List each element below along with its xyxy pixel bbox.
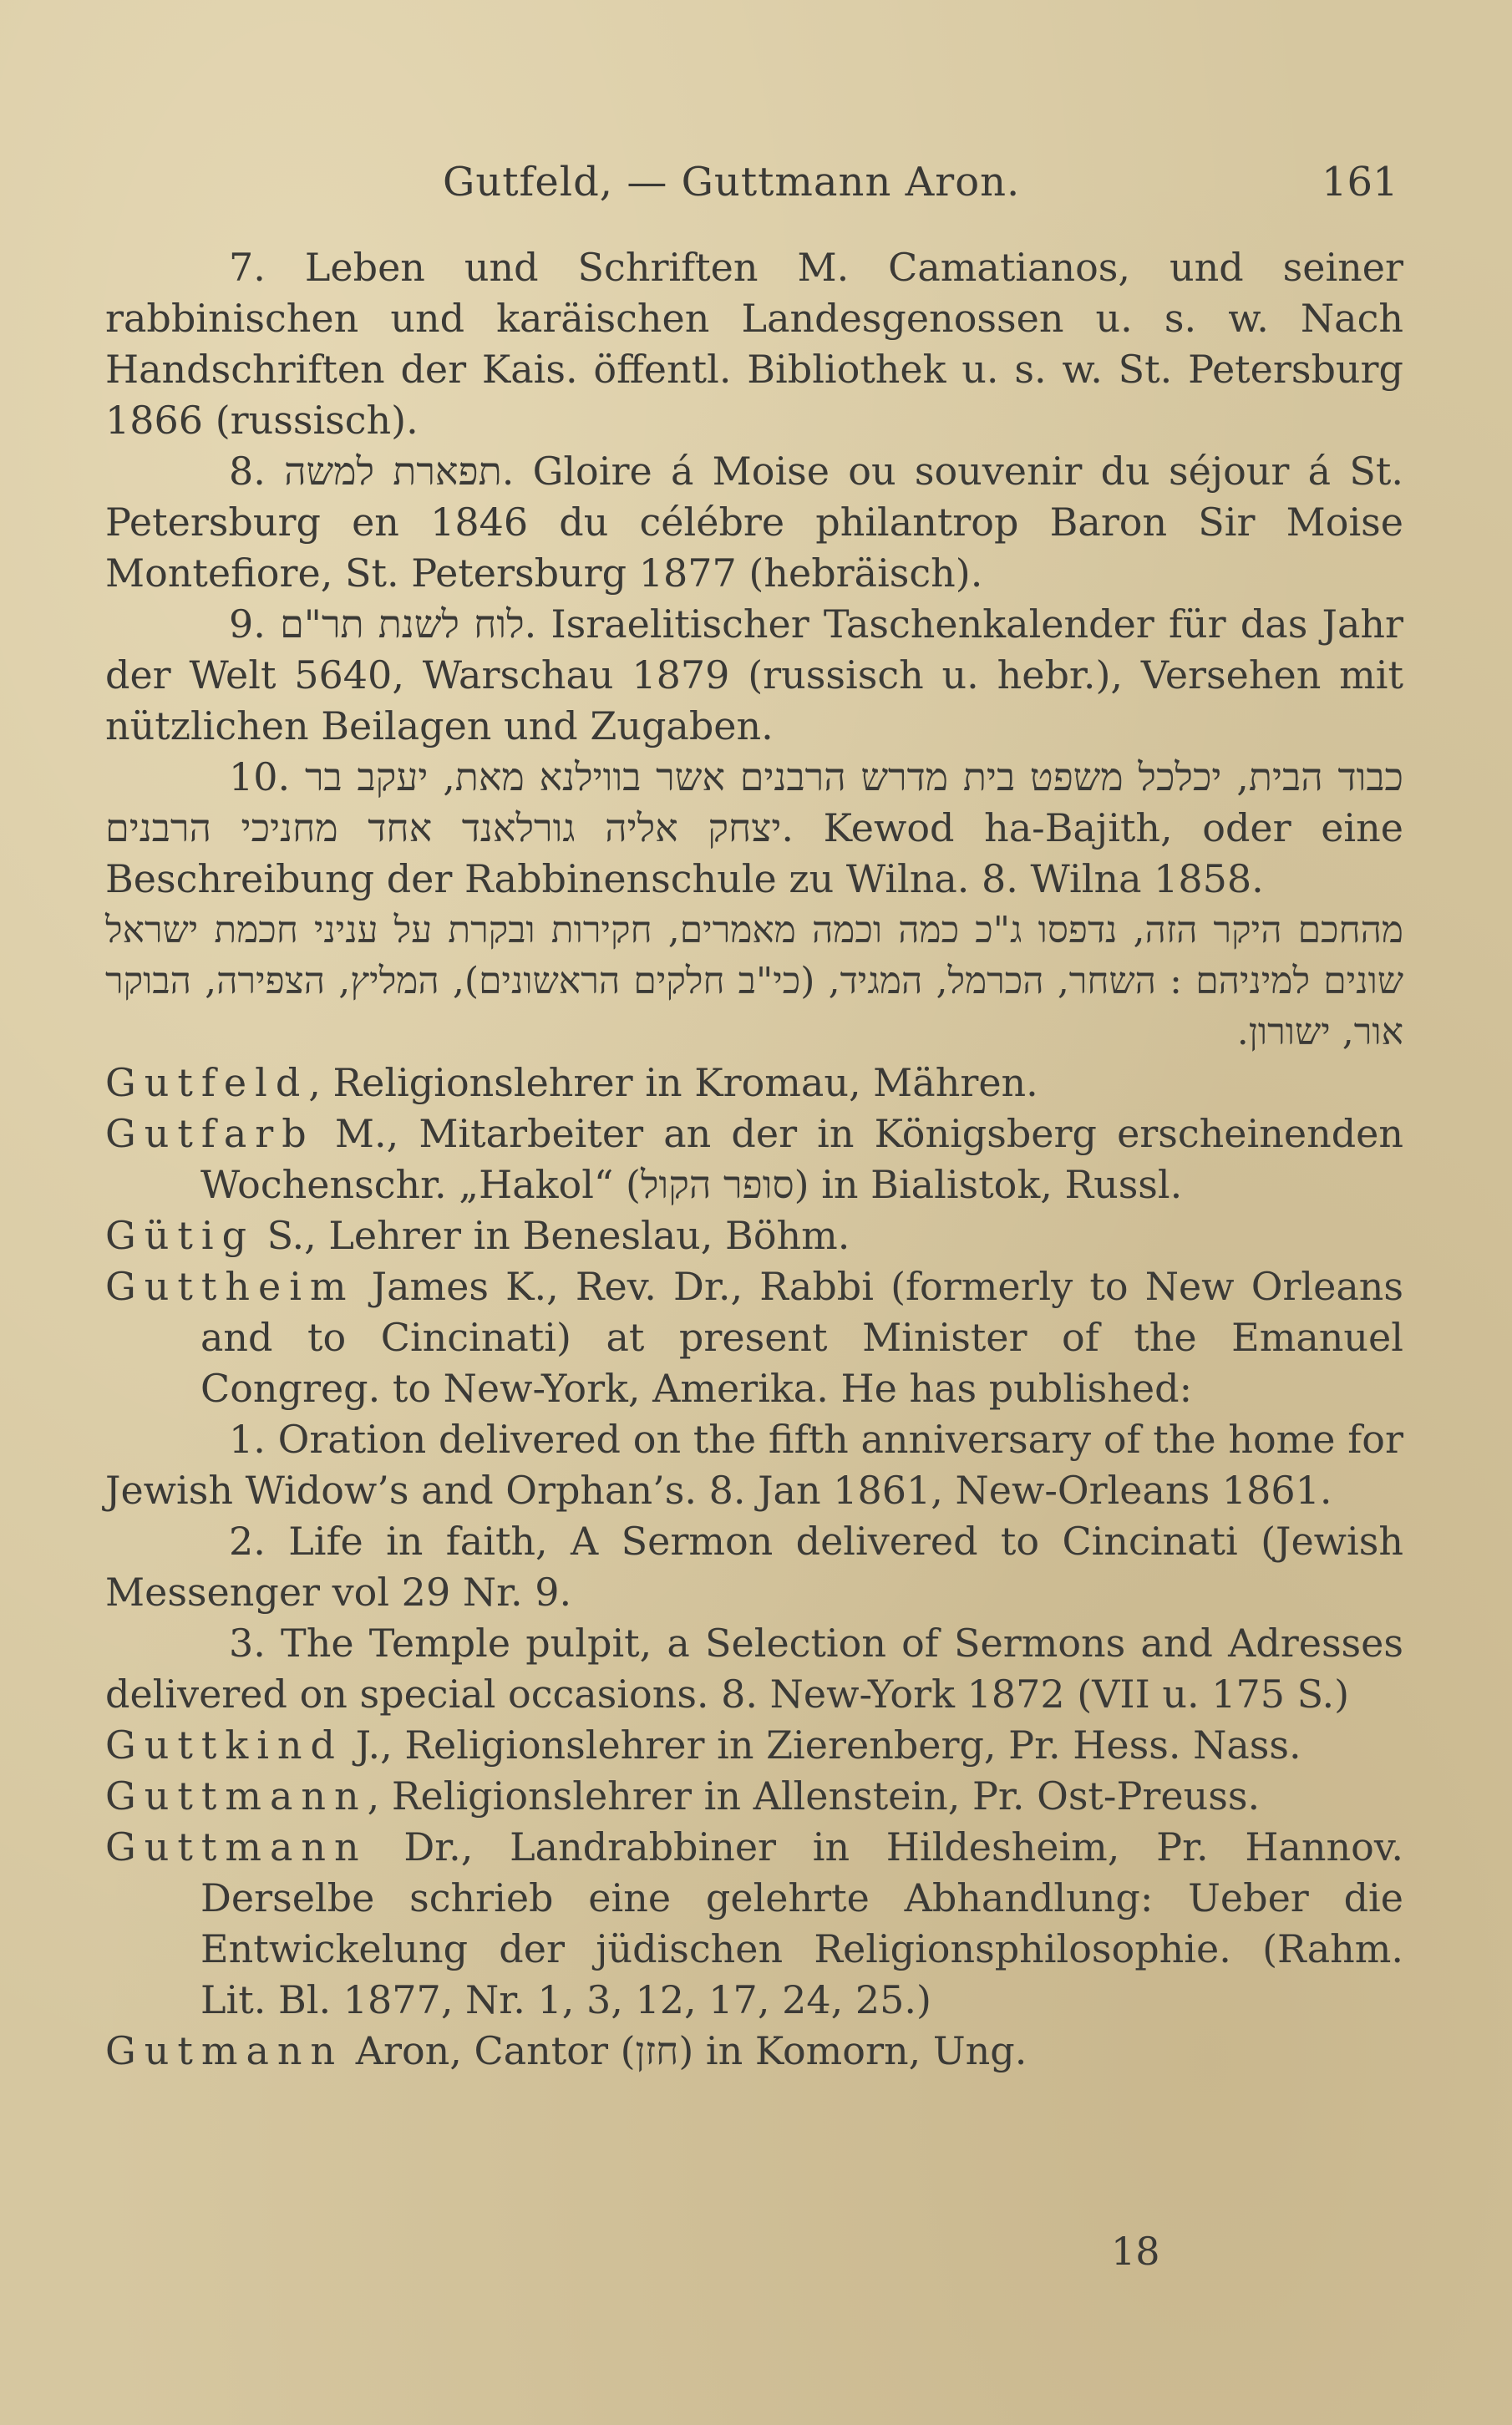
entry-name: Gutfarb [105, 1111, 315, 1156]
entry-gutfeld [105, 1058, 1403, 1108]
paragraph-item-7: 7. Leben und Schriften M. Camatianos, und seiner rabbinischen und karäischen Landesgenossen u. s. w. Nach Handschriften der Kais. öffentl. Bibliothek u. s. w. St. Petersburg 1866 (russisch). [105, 245, 1403, 443]
entry-text: S., Lehrer in Beneslau, Böhm. [255, 1213, 850, 1258]
entry-text: M., Mitarbeiter an der in Königsberg erscheinenden Wochenschr. „Hakol“ (סופר הקול) in Bialistok, Russl. [200, 1111, 1403, 1207]
entry-guttkind [105, 1720, 1403, 1771]
entry-gutmann [105, 2026, 1403, 2077]
work-item-3: 3. The Temple pulpit, a Selection of Sermons and Adresses delivered on special occasions. 8. New-York 1872 (VII u. 175 S.) [105, 1621, 1403, 1717]
entry-guttheim [105, 1261, 1403, 1414]
hebrew-note: מהחכם היקר הזה, נדפסו ג"כ כמה וכמה מאמרים, חקירות ובקרת על עניני חכמת ישראל שונים למיניהם : השחר, הכרמל, המגיד, (כי"ב חלקים הראשונים), המליץ, הצפירה, הבוקר אור, ישורון. [105, 909, 1403, 1053]
work-item-2: 2. Life in faith, A Sermon delivered to Cincinati (Jewish Messenger vol 29 Nr. 9. [105, 1519, 1403, 1615]
entry-text: J., Religionslehrer in Zierenberg, Pr. Hess. Nass. [343, 1722, 1301, 1768]
entry-guttmann-1 [105, 1771, 1403, 1822]
entry-text: , Religionslehrer in Allenstein, Pr. Ost-Preuss. [367, 1773, 1261, 1819]
entry-name: Gütig [105, 1213, 256, 1258]
entry-name: Guttmann [105, 1773, 368, 1819]
entry-name: Guttmann [105, 1824, 368, 1869]
entry-guttmann-2 [105, 1822, 1403, 2026]
work-item-1: 1. Oration delivered on the fifth anniversary of the home for Jewish Widow’s and Orphan’s. 8. Jan 1861, New-Orleans 1861. [105, 1417, 1403, 1513]
header-title: Gutfeld, — Guttmann Aron. [443, 159, 1021, 205]
entry-text: James K., Rev. Dr., Rabbi (formerly to New Orleans and to Cincinati) at present Minister of the Emanuel Congreg. to New-York, Amerika. He has published: [200, 1264, 1403, 1411]
paragraph-item-8: 8. תפארת למשה. Gloire á Moise ou souvenir du séjour á St. Petersburg en 1846 du célébre philantrop Baron Sir Moise Montefiore, St. Petersburg 1877 (hebräisch). [105, 449, 1403, 596]
entry-name: Gutfeld [105, 1060, 309, 1105]
entry-name: Guttheim [105, 1264, 355, 1309]
entry-text: Aron, Cantor (חזן) in Komorn, Ung. [343, 2028, 1027, 2073]
entry-name: Guttkind [105, 1722, 344, 1768]
entry-gutfarb [105, 1108, 1403, 1210]
paragraph-item-9: 9. לוח לשנת תר"ם. Israelitischer Taschenkalender für das Jahr der Welt 5640, Warschau 1879 (russisch u. hebr.), Versehen mit nützlichen Beilagen und Zugaben. [105, 601, 1403, 748]
entry-text: Dr., Landrabbiner in Hildesheim, Pr. Hannov. Derselbe schrieb eine gelehrte Abhandlung: Ueber die Entwickelung der jüdischen Religionsphilosophie. (Rahm. Lit. Bl. 1877, Nr. 1, 3, 12, 17, 24, 25.) [200, 1824, 1403, 2022]
entry-name: Gutmann [105, 2028, 344, 2073]
paragraph-item-10: 10. כבוד הבית, יכלכל משפט בית מדרש הרבנים אשר בווילנא מאת, יעקב בר יצחק אליה גורלאנד אחד מחניכי הרבנים. Kewod ha-Bajith, oder eine Beschreibung der Rabbinenschule zu Wilna. 8. Wilna 1858. [105, 754, 1403, 901]
entry-gutig [105, 1210, 1403, 1261]
running-header [0, 159, 1512, 217]
printer-signature: 18 [1111, 2229, 1160, 2274]
entry-text: , Religionslehrer in Kromau, Mähren. [308, 1060, 1038, 1105]
page-number: 161 [1322, 159, 1398, 205]
page-body [105, 242, 1403, 2077]
